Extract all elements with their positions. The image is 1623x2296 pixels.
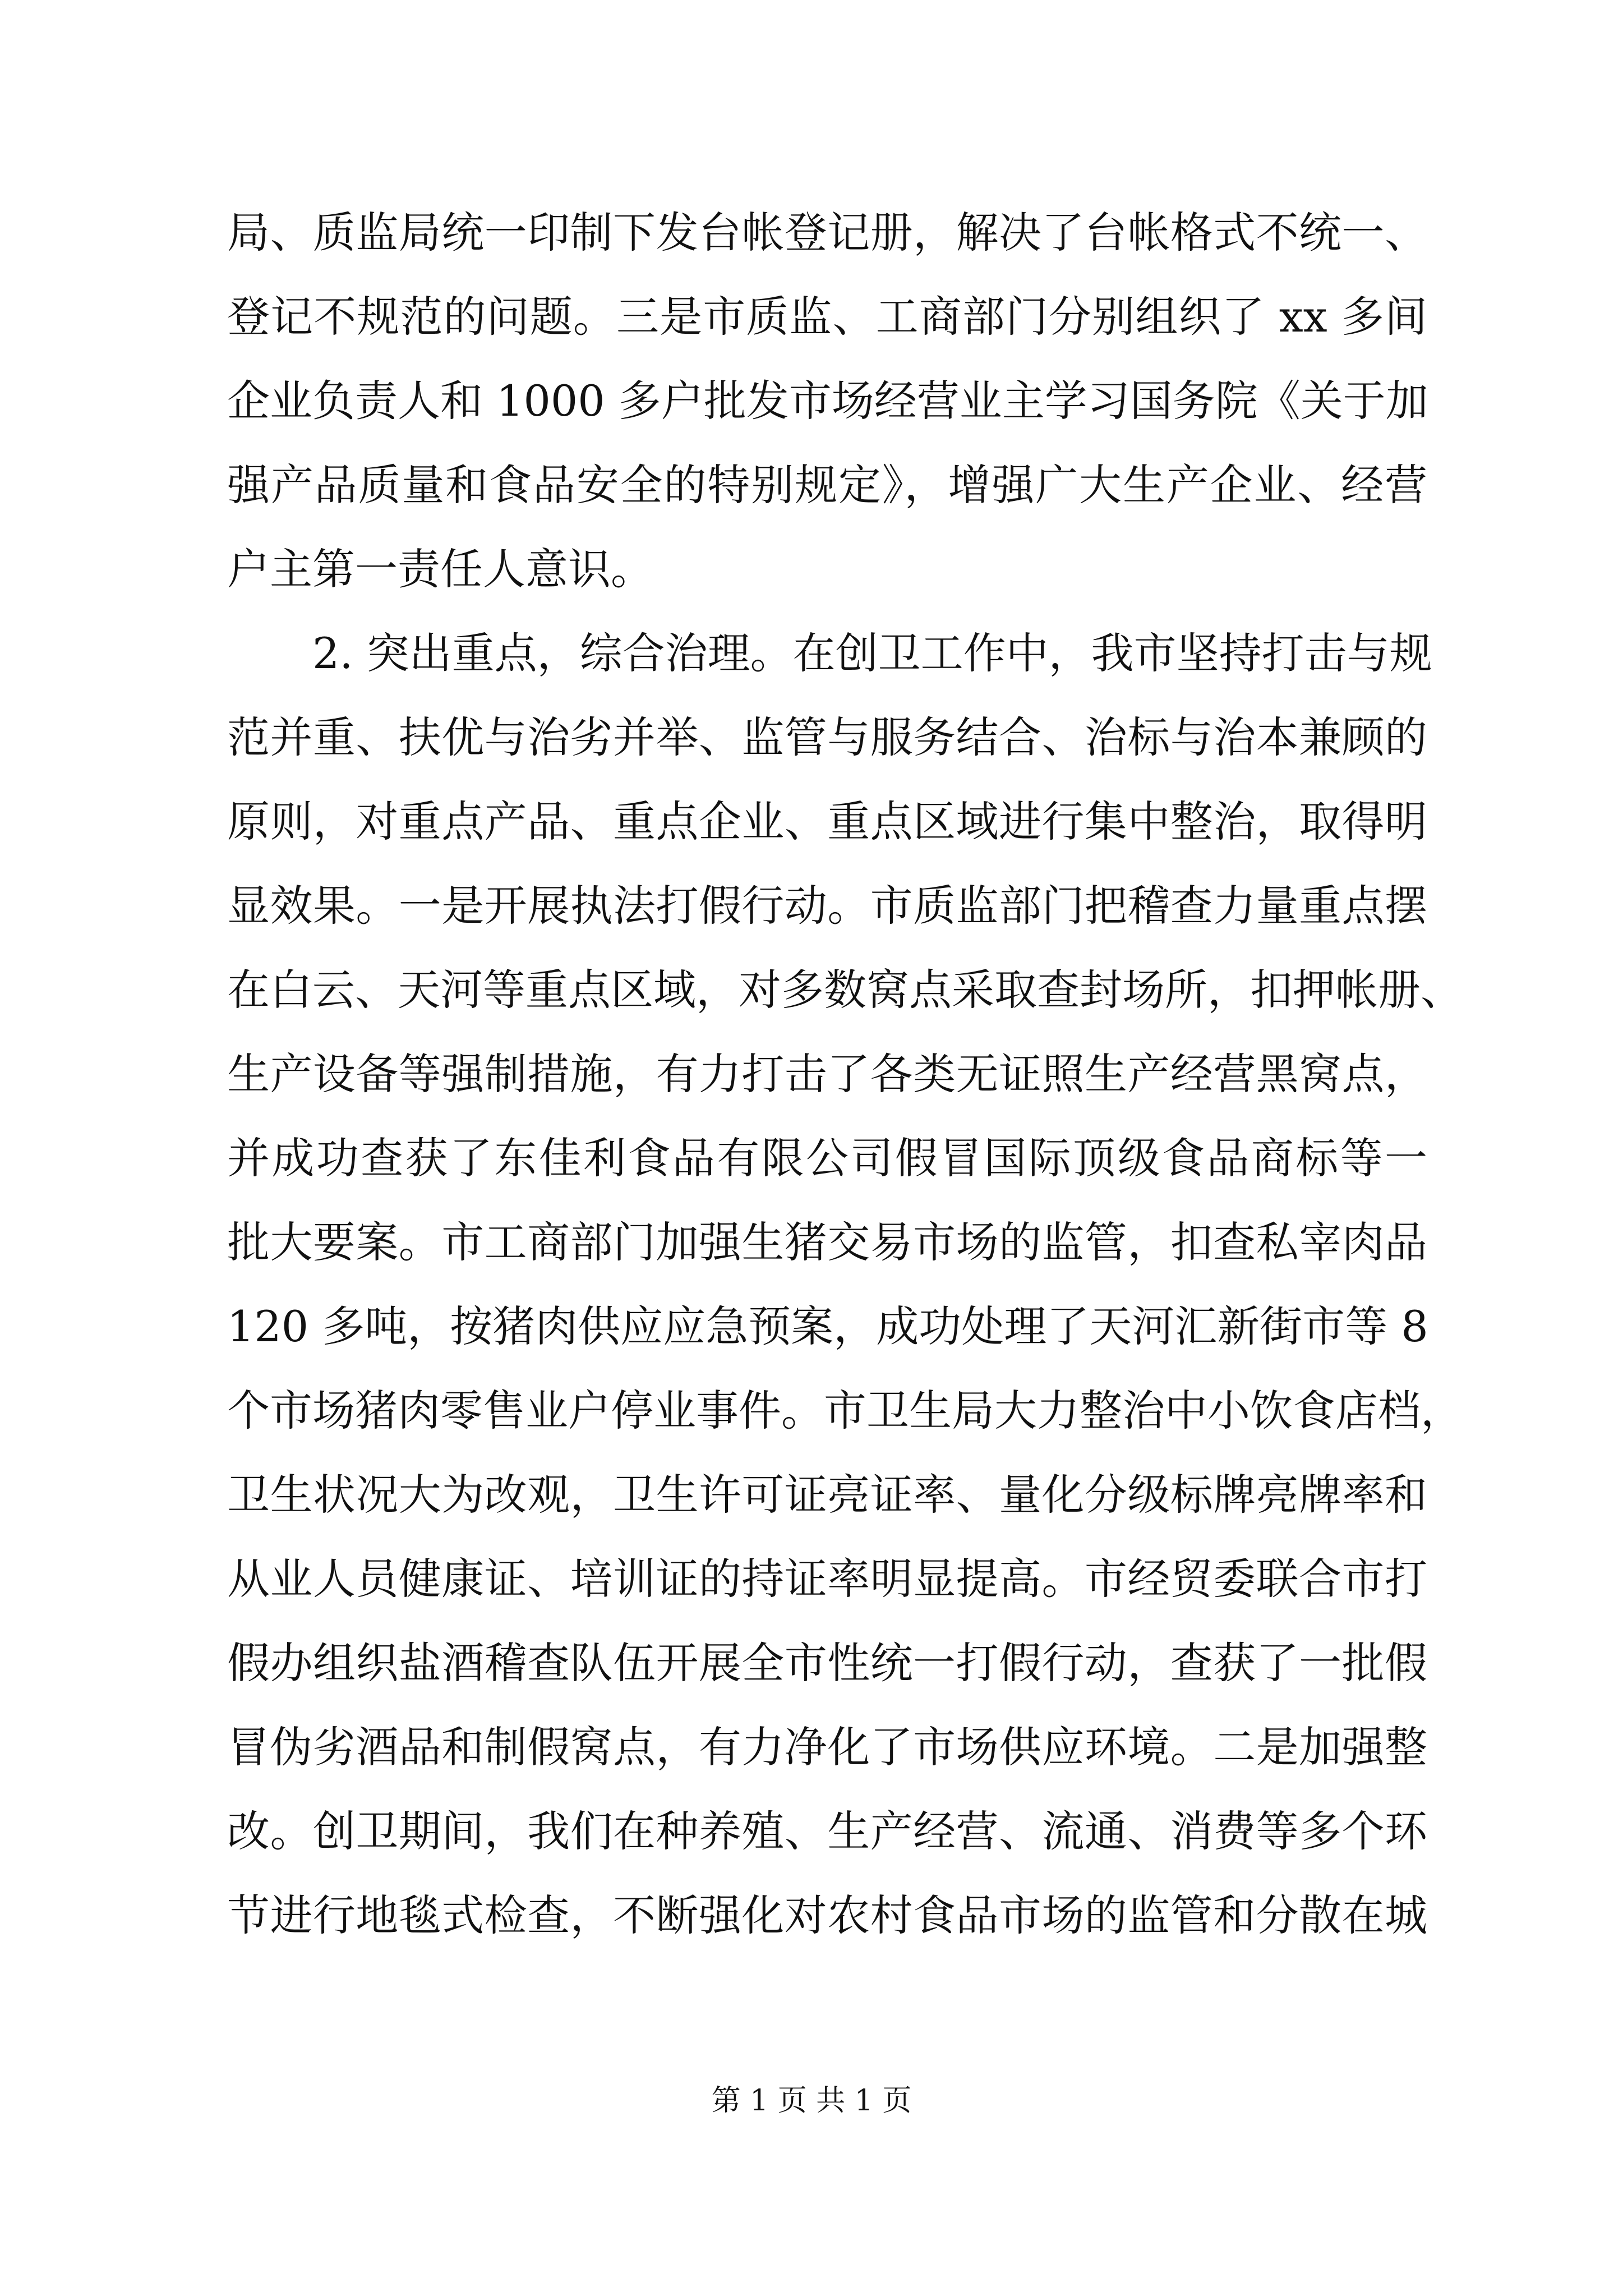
text-line: 卫生状况大为改观，卫生许可证亮证率、量化分级标牌亮牌率和: [227, 1470, 1427, 1520]
text-line: 120 多吨，按猪肉供应应急预案，成功处理了天河汇新街市等 8: [227, 1301, 1428, 1351]
text-line: 节进行地毯式检查，不断强化对农村食品市场的监管和分散在城: [227, 1890, 1427, 1940]
text-line: 假办组织盐酒稽查队伍开展全市性统一打假行动，查获了一批假: [227, 1638, 1427, 1688]
text-line: 从业人员健康证、培训证的持证率明显提高。市经贸委联合市打: [227, 1554, 1427, 1604]
text-line: 在白云、天河等重点区域，对多数窝点采取查封场所，扣押帐册、: [227, 965, 1463, 1015]
text-line: 显效果。一是开展执法打假行动。市质监部门把稽查力量重点摆: [227, 881, 1427, 931]
document-body: [227, 191, 1463, 1958]
text-line: 并成功查获了东佳利食品有限公司假冒国际顶级食品商标等一: [227, 1133, 1427, 1183]
text-line: 批大要案。市工商部门加强生猪交易市场的监管，扣查私宰肉品: [227, 1217, 1427, 1267]
text-line: 范并重、扶优与治劣并举、监管与服务结合、治标与治本兼顾的: [227, 712, 1427, 762]
text-line: 登记不规范的问题。三是市质监、工商部门分别组织了 xx 多间: [227, 292, 1427, 342]
text-line: 生产设备等强制措施，有力打击了各类无证照生产经营黑窝点，: [227, 1049, 1427, 1099]
text-line: 个市场猪肉零售业户停业事件。市卫生局大力整治中小饮食店档，: [227, 1386, 1463, 1435]
text-line: 2. 突出重点，综合治理。在创卫工作中，我市坚持打击与规: [312, 628, 1432, 678]
page-footer: 第 1 页 共 1 页: [711, 2084, 912, 2118]
text-line: 企业负责人和 1000 多户批发市场经营业主学习国务院《关于加: [227, 376, 1428, 426]
text-line: 户主第一责任人意识。: [227, 544, 653, 594]
text-line: 改。创卫期间，我们在种养殖、生产经营、流通、消费等多个环: [227, 1806, 1427, 1856]
text-line: 原则，对重点产品、重点企业、重点区域进行集中整治，取得明: [227, 797, 1427, 846]
text-line: 冒伪劣酒品和制假窝点，有力净化了市场供应环境。二是加强整: [227, 1722, 1427, 1772]
text-line: 强产品质量和食品安全的特别规定》，增强广大生产企业、经营: [227, 460, 1427, 510]
text-line: 局、质监局统一印制下发台帐登记册，解决了台帐格式不统一、: [227, 208, 1427, 257]
